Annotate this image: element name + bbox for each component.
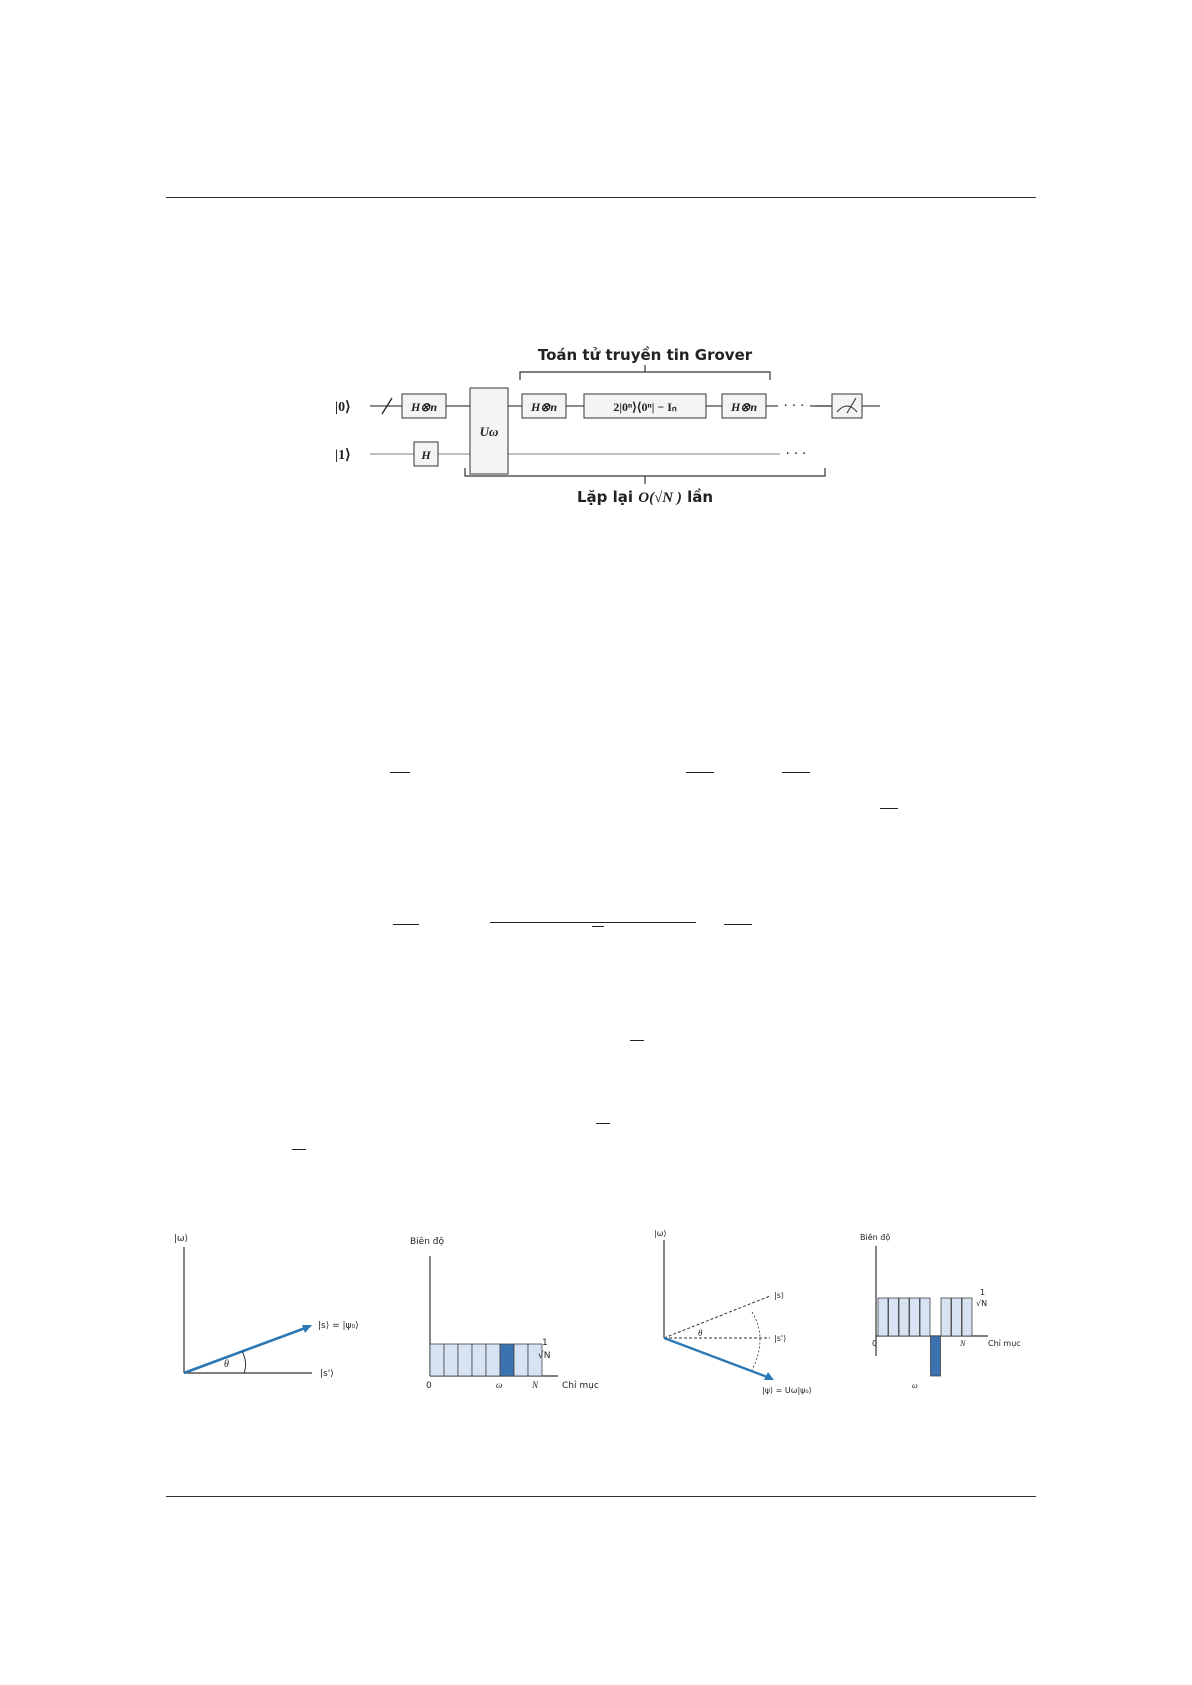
amplitude-bar xyxy=(920,1298,930,1336)
amplitude-bar xyxy=(500,1344,514,1376)
amplitude-bar xyxy=(514,1344,528,1376)
top-brace xyxy=(520,365,770,380)
axis-y-label: |ω⟩ xyxy=(174,1234,189,1244)
value-label-num: 1 xyxy=(542,1338,548,1348)
angle-arc xyxy=(242,1351,246,1373)
fraction-bar xyxy=(880,808,898,809)
axis-x-label: |s'⟩ xyxy=(774,1334,787,1343)
fraction-bar xyxy=(782,772,810,773)
grover-circuit-figure xyxy=(330,340,890,515)
fraction-bar xyxy=(393,924,419,925)
axis-x-label: |s'⟩ xyxy=(320,1369,334,1379)
gate-h-label: H xyxy=(421,448,431,462)
neg-label: ω xyxy=(912,1381,918,1390)
fraction-bar xyxy=(724,924,752,925)
gate-hn-2-label: H⊗n xyxy=(530,400,558,414)
amplitude-bar xyxy=(486,1344,500,1376)
input-bottom: |1⟩ xyxy=(335,448,351,463)
result-vector xyxy=(664,1338,770,1378)
amplitude-bar-negative xyxy=(931,1336,941,1376)
fig-uniform-amplitude xyxy=(408,1228,618,1391)
gate-hn-label: H⊗n xyxy=(410,400,438,414)
s-vector xyxy=(664,1296,770,1338)
amplitude-bar xyxy=(899,1298,909,1336)
bottom-brace xyxy=(465,468,825,484)
fraction-bar xyxy=(390,772,410,773)
input-top: |0⟩ xyxy=(335,400,351,415)
fig-initial-state xyxy=(172,1225,382,1385)
fraction-bar xyxy=(592,926,604,927)
tick-w: ω xyxy=(496,1380,503,1390)
amplitude-bar xyxy=(962,1298,972,1336)
xlabel: Chỉ mục xyxy=(988,1339,1021,1348)
bottom-label: Lặp lại O(√N ) lần xyxy=(576,488,714,506)
fraction-bar xyxy=(686,772,714,773)
amplitude-bar xyxy=(444,1344,458,1376)
fraction-bar xyxy=(292,1149,306,1150)
axis-y-label: |ω⟩ xyxy=(654,1229,667,1238)
fig-flipped-amplitude xyxy=(858,1228,1028,1398)
value-label-den: √N xyxy=(976,1299,988,1308)
fraction-bar xyxy=(596,1123,610,1124)
header-rule xyxy=(166,197,1036,198)
amplitude-bar xyxy=(952,1298,962,1336)
ylabel: Biên độ xyxy=(410,1237,444,1247)
ellipsis-top: · · · xyxy=(783,399,805,414)
ellipsis-bottom: · · · xyxy=(785,447,807,462)
gate-diffusion-label: 2|0ⁿ⟩⟨0ⁿ| − Iₙ xyxy=(613,400,677,414)
gate-oracle-label: Uω xyxy=(479,424,499,439)
xlabel: Chỉ mục xyxy=(562,1381,599,1391)
gate-hn-3-label: H⊗n xyxy=(730,400,758,414)
tick-n: N xyxy=(960,1339,966,1348)
footer-rule xyxy=(166,1496,1036,1497)
tick-0: 0 xyxy=(426,1381,432,1391)
angle-label: θ xyxy=(224,1359,229,1370)
fig-reflection xyxy=(652,1228,862,1398)
amplitude-bar xyxy=(472,1344,486,1376)
angle-label: θ xyxy=(698,1328,703,1338)
amplitude-bar xyxy=(458,1344,472,1376)
angle-arc xyxy=(752,1312,760,1370)
top-label: Toán tử truyền tin Grover xyxy=(537,346,753,364)
s-vector-label: |s⟩ xyxy=(774,1291,784,1300)
value-label-den: √N xyxy=(538,1351,551,1361)
result-vector-label: |ψ⟩ = Uω|ψ₀⟩ xyxy=(762,1386,812,1395)
amplitude-bar xyxy=(910,1298,920,1336)
fraction-bar xyxy=(490,922,696,923)
amplitude-bar xyxy=(430,1344,444,1376)
fraction-bar xyxy=(630,1040,644,1041)
value-label-num: 1 xyxy=(980,1288,986,1297)
tick-0: 0 xyxy=(872,1339,878,1348)
amplitude-bar xyxy=(878,1298,888,1336)
amplitude-bar xyxy=(941,1298,951,1336)
vector-label: |s⟩ = |ψ₀⟩ xyxy=(318,1321,359,1331)
ylabel: Biên độ xyxy=(860,1233,891,1242)
tick-n: N xyxy=(532,1380,539,1390)
amplitude-bar xyxy=(889,1298,899,1336)
